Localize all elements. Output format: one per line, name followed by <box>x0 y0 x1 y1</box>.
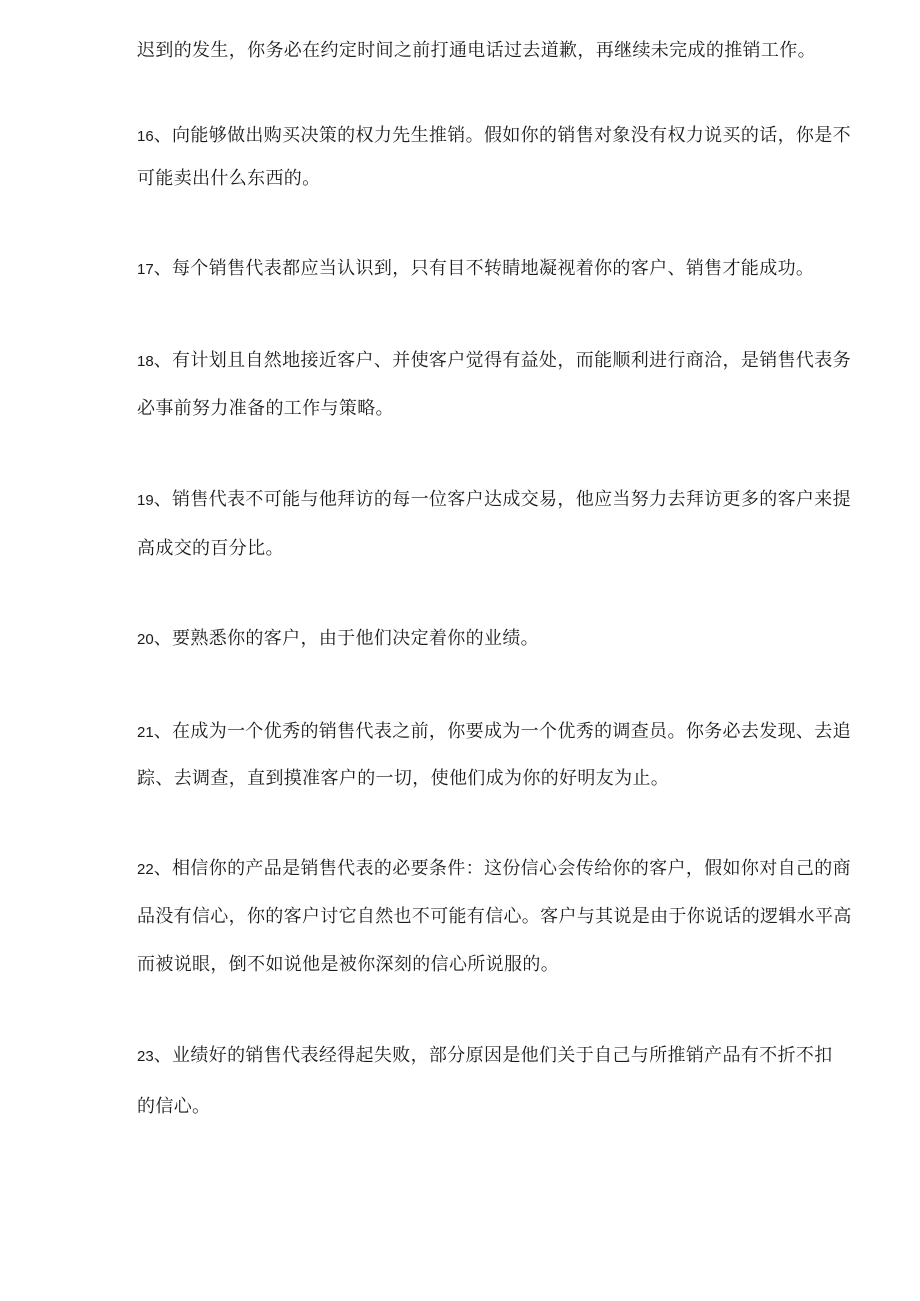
paragraph-number: 19 <box>137 492 154 509</box>
paragraph-text: 品没有信心，你的客户讨它自然也不可能有信心。客户与其说是由于你说话的逻辑水平高 <box>137 906 852 927</box>
paragraph-line <box>137 905 852 929</box>
paragraph-text: 、相信你的产品是销售代表的必要条件：这份信心会传给你的客户，假如你对自己的商 <box>153 858 851 879</box>
paragraph-line <box>137 720 851 745</box>
paragraph-text: 必事前努力准备的工作与策略。 <box>137 398 394 419</box>
paragraph-number: 21 <box>137 724 154 741</box>
paragraph-text: 、要熟悉你的客户，由于他们决定着你的业绩。 <box>153 628 540 649</box>
paragraph-number: 16 <box>137 128 154 145</box>
paragraph-line <box>137 349 851 374</box>
paragraph-text: 、业绩好的销售代表经得起失败，部分原因是他们关于自己与所推销产品有不折不扣 <box>153 1045 833 1066</box>
paragraph-text: 踪、去调查，直到摸准客户的一切，使他们成为你的好明友为止。 <box>137 768 670 789</box>
paragraph-text: 的信心。 <box>137 1096 211 1117</box>
paragraph-text: 、销售代表不可能与他拜访的每一位客户达成交易，他应当努力去拜访更多的客户来提 <box>153 489 851 510</box>
paragraph-text: 、每个销售代表都应当认识到，只有目不转睛地凝视着你的客户、销售才能成功。 <box>153 258 815 279</box>
paragraph-number: 20 <box>137 631 154 648</box>
paragraph-line <box>137 167 321 191</box>
paragraph-line <box>137 39 816 63</box>
paragraph-line <box>137 257 814 282</box>
paragraph-number: 17 <box>137 261 154 278</box>
paragraph-line <box>137 953 559 977</box>
paragraph-line <box>137 1044 833 1069</box>
paragraph-number: 22 <box>137 861 154 878</box>
paragraph-text: 、在成为一个优秀的销售代表之前，你要成为一个优秀的调查员。你务必去发现、去追 <box>153 721 851 742</box>
paragraph-number: 23 <box>137 1048 154 1065</box>
paragraph-line <box>137 1095 210 1119</box>
paragraph-text: 、有计划且自然地接近客户、并使客户觉得有益处，而能顺利进行商洽，是销售代表务 <box>153 350 851 371</box>
paragraph-line <box>137 767 669 791</box>
paragraph-line <box>137 488 851 513</box>
paragraph-number: 18 <box>137 353 154 370</box>
paragraph-text: 、向能够做出购买决策的权力先生推销。假如你的销售对象没有权力说买的话，你是不 <box>153 125 851 146</box>
paragraph-line <box>137 627 539 652</box>
paragraph-line <box>137 537 284 561</box>
paragraph-text: 高成交的百分比。 <box>137 538 284 559</box>
paragraph-text: 而被说眼，倒不如说他是被你深刻的信心所说服的。 <box>137 954 560 975</box>
paragraph-text: 迟到的发生，你务必在约定时间之前打通电话过去道歉，再继续未完成的推销工作。 <box>137 40 816 61</box>
paragraph-text: 可能卖出什么东西的。 <box>137 168 321 189</box>
paragraph-line <box>137 397 394 421</box>
paragraph-line <box>137 857 851 882</box>
paragraph-line <box>137 124 851 149</box>
